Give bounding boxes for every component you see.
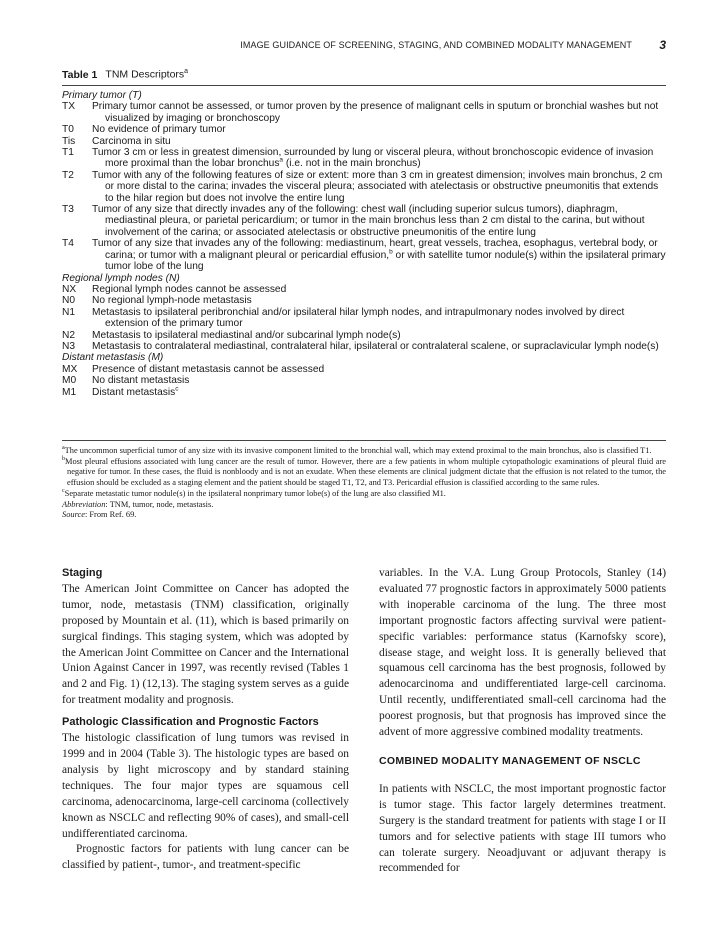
staging-heading: Staging: [62, 567, 103, 579]
table-row: [62, 375, 666, 386]
tnm-code: M1: [62, 386, 77, 398]
table-section-heading: Primary tumor (T): [62, 90, 142, 101]
table-row: [62, 307, 666, 330]
tnm-description: Carcinoma in situ: [92, 135, 171, 147]
table-row: [62, 101, 666, 124]
table-bottom-rule: [62, 440, 666, 441]
table-footnotes: [62, 446, 666, 521]
table-row: [62, 170, 666, 204]
table-section-heading: Regional lymph nodes (N): [62, 272, 180, 284]
table-footnote: $^c$Separate metastatic tumor nodule(s) in the ipsilateral nonprimary tumor lobe(s) of the lung are also classified M1.: [62, 488, 446, 498]
footnote-mark: c: [175, 385, 179, 393]
tnm-description: Metastasis to ipsilateral mediastinal and/or subcarinal lymph node(s): [92, 329, 401, 341]
tnm-description: Tumor 3 cm or less in greatest dimension, surrounded by lung or visceral pleura, without bronchoscopic evidence of invasion more proximal than the lobar bronchus$^a$ (i.e. not in the main bronchus): [92, 147, 654, 170]
tnm-description: Regional lymph nodes cannot be assessed: [92, 283, 287, 295]
table-footnote: $^b$Most pleural effusions associated with lung cancer are the result of tumor. However, there are a few patients in whom multiple cytopathologic examinations of pleural fluid are negative for tumor. In these cases, the fluid is nonbloody and is not an exudate. When these elements are clinical judgment dictate that the effusion is not related to the tumor, the effusion should be excluded as a staging element and the patient should be staged T1, T2, and T3. Pericardial effusion is classified according to the same rules.: [62, 455, 666, 488]
tnm-code: T4: [62, 238, 74, 250]
pathologic-heading: Pathologic Classification and Prognostic Factors: [62, 716, 319, 729]
pathologic-paragraph: The histologic classification of lung tumors was revised in 1999 and in 2004 (Table 3). The histologic types are based on analysis by light microscopy and by standard staining techniques. The four major types are squamous cell carcinoma, adenocarcinoma, large-cell carcinoma (collectively known as NSCLC and reflecting 90% of cases), and small-cell undifferentiated carcinoma.: [62, 732, 349, 840]
right-column: [379, 566, 666, 877]
table-row: [62, 136, 666, 147]
source-note: Source: From Ref. 69.: [62, 510, 137, 520]
tnm-code: T3: [62, 204, 74, 216]
tnm-description: Tumor of any size that invades any of the following: mediastinum, heart, great vessels, trachea, esophagus, vertebral body, or carina; or tumor with a malignant pleural or pericardial effusion,$^b$ or with satellite tumor nodule(s) within the ipsilateral primary tumor lobe of the lung: [92, 238, 666, 273]
tnm-description: Tumor with any of the following features of size or extent: more than 3 cm in greatest dimension; involves main bronchus, 2 cm or more distal to the carina; invades the visceral pleura; associated with atelectasis or obstructive pneumonitis that extends to the hilar region but does not involve the entire lung: [92, 169, 663, 204]
running-head: [62, 40, 666, 54]
tnm-code: M0: [62, 375, 77, 387]
tnm-code: NX: [62, 283, 77, 295]
tnm-code: N2: [62, 329, 76, 341]
tnm-code: T1: [62, 147, 74, 159]
table-caption: [62, 68, 188, 81]
tnm-description: Presence of distant metastasis cannot be assessed: [92, 363, 325, 375]
tnm-code: Tis: [62, 135, 76, 147]
footnote-mark: a: [279, 157, 284, 165]
tnm-code: TX: [62, 101, 76, 113]
tnm-description: Tumor of any size that directly invades any of the following: chest wall (including superior sulcus tumors), diaphragm, mediastinal pleura, or parietal pericardium; or tumor in the main bronchus less than 2 cm distal to the carina, but without involvement of the carina; or associated atelectasis or obstructive pneumonitis of the entire lung: [92, 204, 645, 238]
staging-paragraph: The American Joint Committee on Cancer has adopted the tumor, node, metastasis (TNM) classification, originally proposed by Mountain et al. (11), which is based primarily on surgical findings. This staging system, which was adopted by the American Joint Committee on Cancer and the International Union Against Cancer in 1997, was recently revised (Tables 1 and 2 and Fig. 1) (12,13). The staging system serves as a guide for treatment modality and prognosis.: [62, 582, 349, 707]
table-row: [62, 124, 666, 135]
tnm-description: Primary tumor cannot be assessed, or tumor proven by the presence of malignant cells in sputum or bronchial washes but not visualized by imaging or bronchoscopy: [92, 101, 659, 124]
tnm-description: No regional lymph-node metastasis: [92, 295, 252, 307]
tnm-code: N3: [62, 340, 76, 352]
table-top-rule: [62, 85, 666, 86]
table-row: [62, 387, 666, 398]
tnm-code: MX: [62, 363, 78, 375]
tnm-description: Metastasis to contralateral mediastinal, contralateral hilar, ipsilateral or contralateral scalene, or supraclavicular lymph node(s): [92, 340, 659, 352]
table-row: [62, 364, 666, 375]
table-title-footnote-mark: a: [184, 68, 189, 75]
tnm-table-body: [62, 90, 666, 398]
table-row: [62, 147, 666, 170]
table-row: [62, 341, 666, 352]
abbreviation-note: Abbreviation: TNM, tumor, node, metastasis.: [62, 499, 214, 509]
tnm-code: T0: [62, 124, 74, 136]
table-footnote: $^a$The uncommon superficial tumor of any size with its invasive component limited to the bronchial wall, which may extend proximal to the main bronchus, also is classified T1.: [62, 445, 652, 455]
prognostic-continued-paragraph: variables. In the V.A. Lung Group Protocols, Stanley (14) evaluated 77 prognostic factors in approximately 5000 patients with inoperable carcinoma of the lung. The three most important prognostic factors affecting survival were patient-specific variables: performance status (Karnofsky score), disease stage, and weight loss. It is generally believed that squamous cell carcinoma has the best prognosis, followed by adenocarcinoma and undifferentiated large-cell carcinoma. Until recently, undifferentiated small-cell carcinoma had the poorest prognosis, but that prognosis has improved since the advent of more aggressive combined modality treatments.: [379, 567, 666, 739]
table-row: [62, 204, 666, 238]
left-column: [62, 566, 349, 874]
combined-modality-heading: COMBINED MODALITY MANAGEMENT OF NSCLC: [379, 754, 641, 767]
table-title: TNM Descriptors: [105, 68, 185, 81]
footnote-mark: b: [389, 248, 393, 256]
page-number: 3: [659, 38, 666, 52]
tnm-code: T2: [62, 169, 74, 181]
table-label: Table 1: [62, 68, 98, 81]
tnm-code: N0: [62, 295, 76, 307]
tnm-description: No distant metastasis: [92, 375, 190, 387]
running-head-title: IMAGE GUIDANCE OF SCREENING, STAGING, AND COMBINED MODALITY MANAGEMENT: [240, 40, 632, 50]
table-row: [62, 284, 666, 295]
prognostic-paragraph: Prognostic factors for patients with lung cancer can be classified by patient-, tumor-, and treatment-specific: [62, 843, 349, 872]
table-row: [62, 238, 666, 272]
tnm-description: No evidence of primary tumor: [92, 124, 226, 136]
footnote-list: [62, 446, 666, 500]
table-row: [62, 330, 666, 341]
combined-modality-paragraph: In patients with NSCLC, the most important prognostic factor is tumor stage. This factor largely determines treatment. Surgery is the standard treatment for patients with stage I or II tumors and for selective patients with stage III tumors who can tolerate surgery. Neoadjuvant or adjuvant therapy is recommended for: [379, 782, 666, 875]
tnm-description: Distant metastasis$^c$: [92, 385, 179, 398]
tnm-code: N1: [62, 306, 76, 318]
table-section-heading: Distant metastasis (M): [62, 352, 164, 364]
table-row: [62, 295, 666, 306]
tnm-description: Metastasis to ipsilateral peribronchial and/or ipsilateral hilar lymph nodes, and intrapulmonary nodes involved by direct extension of the primary tumor: [92, 306, 625, 330]
